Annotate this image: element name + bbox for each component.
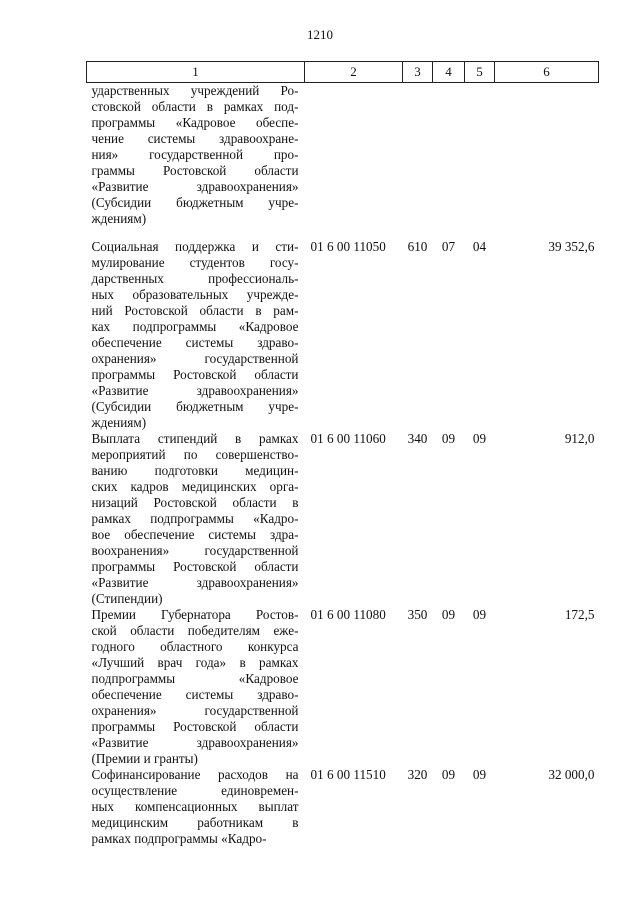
description-line: стовской области в рамках под- bbox=[91, 99, 299, 114]
table-row bbox=[87, 431, 599, 607]
section-cell: 09 bbox=[441, 431, 456, 446]
description-line: мероприятий по совершенство- bbox=[91, 447, 299, 462]
row-description bbox=[87, 239, 305, 431]
description-line: ских кадров медицинских орга- bbox=[91, 479, 299, 494]
table-row bbox=[87, 239, 599, 431]
amount-cell: 39 352,6 bbox=[548, 239, 595, 254]
description-line: «Развитие здравоохранения» bbox=[91, 735, 299, 750]
description-line: «Развитие здравоохранения» bbox=[91, 179, 299, 194]
budget-code-cell: 01 6 00 11080 bbox=[310, 607, 386, 622]
description-line: медицинским работникам в bbox=[91, 815, 299, 830]
expense-type-cell bbox=[403, 83, 433, 240]
description-line: программы Ростовской области bbox=[91, 559, 299, 574]
subsection-cell: 09 bbox=[472, 431, 487, 446]
section-cell: 09 bbox=[441, 607, 456, 622]
section-cell: 09 bbox=[441, 767, 456, 782]
column-header-1: 1 bbox=[87, 62, 305, 83]
subsection-cell: 09 bbox=[472, 767, 487, 782]
budget-code-cell bbox=[305, 83, 403, 240]
description-line: (Субсидии бюджетным учре- bbox=[91, 399, 299, 414]
expense-type-cell: 350 bbox=[407, 607, 428, 622]
description-line: годного областного конкурса bbox=[91, 639, 299, 654]
description-line: программы Ростовской области bbox=[91, 719, 299, 734]
description-line: низаций Ростовской области в bbox=[91, 495, 299, 510]
description-line: ний Ростовской области в рам- bbox=[91, 303, 299, 318]
amount-cell: 912,0 bbox=[564, 431, 595, 446]
row-description bbox=[87, 83, 305, 240]
description-line: «Развитие здравоохранения» bbox=[91, 575, 299, 590]
description-line: рамках подпрограммы «Кадро- bbox=[91, 511, 299, 526]
row-description bbox=[87, 607, 305, 767]
table-row bbox=[87, 607, 599, 767]
budget-code-cell: 01 6 00 11510 bbox=[310, 767, 386, 782]
column-header-6: 6 bbox=[495, 62, 599, 83]
table-body bbox=[87, 83, 599, 848]
row-description bbox=[87, 767, 305, 847]
description-line: ждениям) bbox=[91, 211, 147, 226]
description-line: обеспечение системы здраво- bbox=[91, 687, 299, 702]
description-line: ния» государственной про- bbox=[91, 147, 299, 162]
page-number: 1210 bbox=[307, 27, 333, 42]
description-line: вое обеспечение системы здра- bbox=[91, 527, 299, 542]
description-line: дарственных профессиональ- bbox=[91, 271, 299, 286]
amount-cell: 32 000,0 bbox=[548, 767, 595, 782]
subsection-cell bbox=[465, 83, 495, 240]
column-header-3: 3 bbox=[403, 62, 433, 83]
subsection-cell: 09 bbox=[472, 607, 487, 622]
table-row bbox=[87, 83, 599, 240]
description-line: ных образовательных учрежде- bbox=[91, 287, 299, 302]
description-line: программы Ростовской области bbox=[91, 367, 299, 382]
column-header-4: 4 bbox=[433, 62, 465, 83]
description-line: охранения» государственной bbox=[91, 703, 299, 718]
description-line: ных компенсационных выплат bbox=[91, 799, 299, 814]
budget-table bbox=[86, 61, 599, 847]
description-line: Софинансирование расходов на bbox=[91, 767, 299, 782]
row-description bbox=[87, 431, 305, 607]
description-line: ударственных учреждений Ро- bbox=[91, 83, 299, 98]
description-line: (Субсидии бюджетным учре- bbox=[91, 195, 299, 210]
description-line: рамках подпрограммы «Кадро- bbox=[91, 831, 267, 846]
description-line: «Развитие здравоохранения» bbox=[91, 383, 299, 398]
description-line: охранения» государственной bbox=[91, 351, 299, 366]
expense-type-cell: 610 bbox=[407, 239, 428, 254]
description-line: подпрограммы «Кадровое bbox=[91, 671, 299, 686]
description-line: обеспечение системы здраво- bbox=[91, 335, 299, 350]
description-line: ках подпрограммы «Кадровое bbox=[91, 319, 299, 334]
expense-type-cell: 320 bbox=[407, 767, 428, 782]
description-line: граммы Ростовской области bbox=[91, 163, 299, 178]
description-line: ванию подготовки медицин- bbox=[91, 463, 299, 478]
description-line: (Стипендии) bbox=[91, 591, 163, 606]
section-cell bbox=[433, 83, 465, 240]
column-header-5: 5 bbox=[465, 62, 495, 83]
description-line: чение системы здравоохране- bbox=[91, 131, 299, 146]
description-line: воохранения» государственной bbox=[91, 543, 299, 558]
description-line: осуществление единовремен- bbox=[91, 783, 299, 798]
expense-type-cell: 340 bbox=[407, 431, 428, 446]
column-header-2: 2 bbox=[305, 62, 403, 83]
subsection-cell: 04 bbox=[472, 239, 487, 254]
description-line: ской области победителям еже- bbox=[91, 623, 299, 638]
budget-code-cell: 01 6 00 11050 bbox=[310, 239, 386, 254]
budget-code-cell: 01 6 00 11060 bbox=[310, 431, 386, 446]
description-line: ждениям) bbox=[91, 415, 147, 430]
table-row bbox=[87, 767, 599, 847]
section-cell: 07 bbox=[441, 239, 456, 254]
amount-cell bbox=[495, 83, 599, 240]
description-line: мулирование студентов госу- bbox=[91, 255, 299, 270]
description-line: программы «Кадровое обеспе- bbox=[91, 115, 299, 130]
description-line: «Лучший врач года» в рамках bbox=[91, 655, 299, 670]
amount-cell: 172,5 bbox=[564, 607, 595, 622]
description-line: (Премии и гранты) bbox=[91, 751, 198, 766]
table-header bbox=[87, 62, 599, 83]
description-line: Премии Губернатора Ростов- bbox=[91, 607, 299, 622]
description-line: Социальная поддержка и сти- bbox=[91, 239, 299, 254]
description-line: Выплата стипендий в рамках bbox=[91, 431, 299, 446]
